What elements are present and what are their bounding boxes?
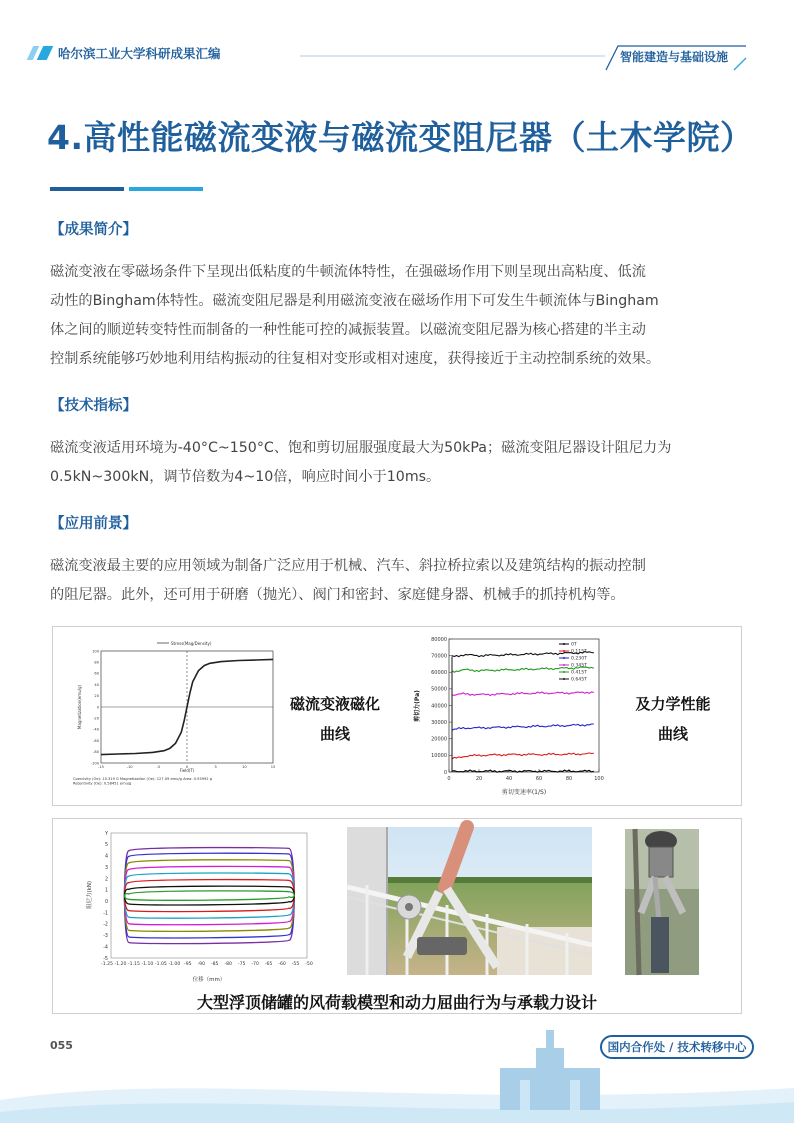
application-paragraph bbox=[50, 552, 740, 610]
figure1-caption-right bbox=[613, 689, 733, 749]
shear-ytick-label: 50000 bbox=[431, 686, 447, 693]
shear-legend-label: 0T bbox=[571, 642, 577, 648]
mag-xtick-label: 5 bbox=[214, 765, 217, 769]
figure-panel-2 bbox=[52, 818, 742, 1014]
hyst-ytick-label: -5 bbox=[103, 956, 108, 962]
shear-ylabel: 剪切力(Pa) bbox=[414, 690, 421, 722]
shear-stress-chart bbox=[409, 631, 609, 803]
spec-paragraph bbox=[50, 434, 740, 492]
hyst-ytick-label: 4 bbox=[104, 854, 108, 860]
intro-line: 体之间的顺逆转变特性而制备的一种性能可控的减振装置。以磁流变阻尼器为核心搭建的半主动 bbox=[50, 322, 646, 338]
damper-photo bbox=[625, 829, 699, 975]
spec-line: 磁流变液适用环境为-40°C~150°C、饱和剪切屈服强度最大为50kPa；磁流变阻尼器设计阻尼力为 bbox=[50, 440, 672, 456]
title-underline-accent bbox=[129, 187, 203, 191]
section-heading-spec: 【技术指标】 bbox=[50, 398, 137, 414]
shear-ytick-label: 20000 bbox=[431, 736, 447, 743]
mag-ytick-label: 20 bbox=[94, 694, 99, 699]
hyst-ytick-label: Y bbox=[105, 831, 108, 837]
hyst-xtick-label: -65 bbox=[264, 962, 273, 967]
footer-department-badge: 国内合作处 / 技术转移中心 bbox=[600, 1035, 754, 1059]
hyst-xtick-label: -50 bbox=[305, 962, 313, 967]
shear-ytick-label: 60000 bbox=[431, 670, 447, 677]
hyst-ytick-label: -2 bbox=[103, 922, 108, 928]
mag-ytick-label: 0 bbox=[96, 705, 99, 710]
shear-legend-marker bbox=[563, 643, 565, 645]
hyst-ytick-label: -4 bbox=[103, 945, 108, 951]
shear-legend-marker bbox=[563, 650, 565, 652]
hyst-ytick-label: 0 bbox=[104, 899, 108, 905]
spec-line: 0.5kN~300kN，调节倍数为4~10倍，响应时间小于10ms。 bbox=[50, 469, 441, 485]
page-number: 055 bbox=[50, 1039, 73, 1052]
shear-ytick-label: 80000 bbox=[431, 636, 447, 643]
shear-legend-label: 0.230T bbox=[571, 656, 587, 662]
hyst-ytick-label: 2 bbox=[104, 877, 108, 883]
hyst-ylabel: 阻尼力(kN) bbox=[87, 880, 93, 910]
hyst-ytick-label: 3 bbox=[104, 865, 108, 871]
tank-model-photo bbox=[347, 827, 592, 975]
mag-xtick-label: -5 bbox=[156, 765, 161, 769]
shear-xtick-label: 100 bbox=[594, 776, 604, 782]
shear-ytick-label: 30000 bbox=[431, 719, 447, 726]
hyst-xtick-label: -1.00 bbox=[168, 962, 181, 967]
application-line: 磁流变液最主要的应用领域为制备广泛应用于机械、汽车、斜拉桥拉索以及建筑结构的振动控制 bbox=[50, 558, 646, 574]
shear-ytick-label: 70000 bbox=[431, 653, 447, 660]
hyst-ytick-label: -3 bbox=[103, 934, 108, 940]
shear-xtick-label: 0 bbox=[447, 776, 451, 782]
shear-ytick-label: 40000 bbox=[431, 703, 447, 710]
mag-xtick-label: -10 bbox=[126, 765, 133, 769]
shear-ytick-label: 0 bbox=[443, 769, 447, 776]
mag-footnote: Coercivity (Oe): 15.319 G Magnetization (Oe): 127.09 emu/g Area: 0.93992 g bbox=[73, 777, 212, 781]
hyst-xtick-label: -1.10 bbox=[141, 962, 154, 967]
shear-xtick-label: 20 bbox=[475, 776, 483, 782]
shear-legend-label: 0.415T bbox=[571, 670, 587, 676]
mag-xtick-label: 0 bbox=[185, 765, 189, 769]
shear-xlabel: 剪切变速率(1/S) bbox=[501, 789, 547, 796]
title-underline bbox=[50, 187, 124, 191]
hyst-plot-area bbox=[111, 833, 307, 958]
intro-paragraph bbox=[50, 258, 740, 374]
shear-ytick-label: 10000 bbox=[431, 753, 447, 760]
shear-xtick-label: 60 bbox=[535, 776, 543, 782]
intro-line: 控制系统能够巧妙地利用结构振动的往复相对变形或相对速度，获得接近于主动控制系统的效果。 bbox=[50, 351, 661, 367]
caption-line: 磁流变液磁化 bbox=[289, 695, 380, 713]
shear-legend-marker bbox=[563, 664, 565, 666]
mag-ytick-label: 100 bbox=[92, 649, 99, 654]
mag-ytick-label: -80 bbox=[93, 750, 99, 755]
hyst-ytick-label: 1 bbox=[104, 888, 108, 894]
header-stripe bbox=[37, 46, 54, 60]
hyst-xtick-label: -55 bbox=[291, 962, 300, 967]
figure1-caption-left bbox=[275, 689, 395, 749]
shear-legend-marker bbox=[563, 671, 565, 673]
header-title: 哈尔滨工业大学科研成果汇编 bbox=[58, 46, 221, 61]
section-heading-application: 【应用前景】 bbox=[50, 516, 137, 532]
mag-xlabel: Field(T) bbox=[179, 768, 195, 773]
hyst-ytick-label: -1 bbox=[103, 911, 108, 917]
mag-ytick-label: 60 bbox=[94, 671, 99, 676]
hyst-xtick-label: -60 bbox=[278, 962, 286, 967]
shear-legend-marker bbox=[563, 657, 565, 659]
caption-line: 曲线 bbox=[657, 725, 688, 743]
figure2-caption: 大型浮顶储罐的风荷载模型和动力屈曲行为与承载力设计 bbox=[196, 993, 597, 1012]
hyst-xlabel: 位移（mm） bbox=[192, 977, 226, 983]
shear-legend-label: 0.115T bbox=[571, 649, 587, 655]
header-rule bbox=[300, 55, 605, 57]
mag-ytick-label: -60 bbox=[93, 738, 99, 743]
hyst-xtick-label: -95 bbox=[184, 962, 192, 967]
hysteresis-chart bbox=[83, 823, 315, 983]
hyst-xtick-label: -75 bbox=[237, 962, 246, 967]
mag-ylabel: Magnetization(emu/g) bbox=[77, 684, 82, 730]
header-right bbox=[606, 44, 746, 72]
hyst-xtick-label: -70 bbox=[251, 962, 259, 967]
shear-legend-marker bbox=[563, 678, 565, 680]
magnetization-chart bbox=[71, 635, 281, 785]
mag-xtick-label: -15 bbox=[98, 765, 104, 769]
shear-legend-label: 0.645T bbox=[571, 677, 587, 683]
intro-line: 磁流变液在零磁场条件下呈现出低粘度的牛顿流体特性，在强磁场作用下则呈现出高粘度、低流 bbox=[50, 264, 646, 280]
intro-line: 动性的Bingham体特性。磁流变阻尼器是利用磁流变液在磁场作用下可发生牛顿流体与Bingham bbox=[50, 293, 659, 309]
mag-legend: Stress(Mag/Density) bbox=[171, 641, 212, 646]
mag-footnote: Retentivity (Oe): 0.58451 emu/g bbox=[73, 781, 132, 786]
mag-ytick-label: -20 bbox=[93, 716, 99, 721]
mag-ytick-label: 40 bbox=[94, 682, 99, 687]
page-title: 4.高性能磁流变液与磁流变阻尼器（土木学院） bbox=[47, 118, 754, 157]
hyst-xtick-label: -1.05 bbox=[154, 962, 167, 967]
caption-line: 及力学性能 bbox=[635, 695, 711, 713]
hyst-xtick-label: -1.15 bbox=[127, 962, 140, 967]
shear-legend-label: 0.345T bbox=[571, 663, 587, 669]
mag-ytick-label: 80 bbox=[94, 660, 99, 665]
section-heading-intro: 【成果简介】 bbox=[50, 222, 137, 238]
hyst-xtick-label: -90 bbox=[197, 962, 206, 967]
mag-xtick-label: 10 bbox=[242, 765, 247, 769]
application-line: 的阻尼器。此外，还可用于研磨（抛光）、阀门和密封、家庭健身器、机械手的抓持机构等。 bbox=[50, 587, 625, 603]
hyst-xtick-label: -1.20 bbox=[114, 962, 127, 967]
header-right-title: 智能建造与基础设施 bbox=[620, 50, 729, 64]
mag-ytick-label: -40 bbox=[93, 727, 99, 732]
hyst-xtick-label: -80 bbox=[224, 962, 232, 967]
mag-ytick-label: -100 bbox=[90, 761, 99, 766]
hyst-ytick-label: 5 bbox=[104, 843, 108, 849]
hyst-xtick-label: -1.25 bbox=[101, 962, 113, 967]
mag-xtick-label: 15 bbox=[270, 765, 276, 769]
shear-xtick-label: 80 bbox=[565, 776, 573, 782]
shear-xtick-label: 40 bbox=[505, 776, 513, 782]
figure-panel-1 bbox=[52, 626, 742, 806]
caption-line: 曲线 bbox=[319, 725, 350, 743]
hyst-xtick-label: -85 bbox=[210, 962, 219, 967]
